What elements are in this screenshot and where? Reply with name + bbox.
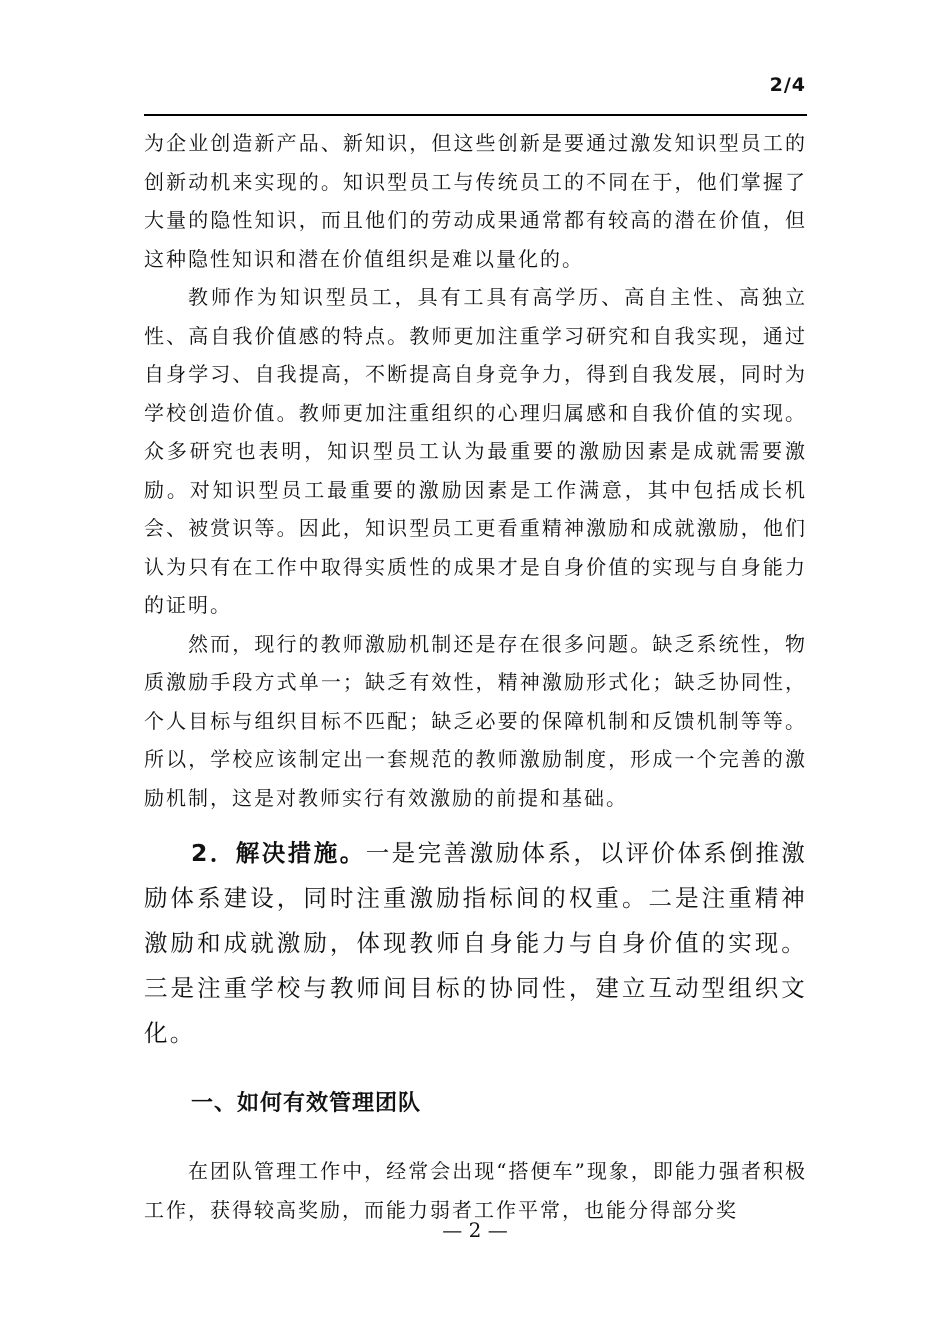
paragraph-3: 然而，现行的教师激励机制还是存在很多问题。缺乏系统性，物质激励手段方式单一；缺乏有效性，精神激励形式化；缺乏协同性，个人目标与组织目标不匹配；缺乏必要的保障机制和反馈机制等等。所以，学校应该制定出一套规范的教师激励制度，形成一个完善的激励机制，这是对教师实行有效激励的前提和基础。 xyxy=(144,631,807,810)
measures-body: 一是完善激励体系，以评价体系倒推激励体系建设，同时注重激励指标间的权重。二是注重精神激励和成就激励，体现教师自身能力与自身价值的实现。三是注重学校与教师间目标的协同性，建立互动型组织文化。 xyxy=(144,839,807,1047)
measures-lead: 2．解决措施。 xyxy=(191,839,366,867)
section-heading: 一、如何有效管理团队 xyxy=(191,1091,422,1116)
page-counter: 2/4 xyxy=(769,74,806,96)
section-paragraph-1: 在团队管理工作中，经常会出现“搭便车”现象，即能力强者积极工作，获得较高奖励，而能力弱者工作平常，也能分得部分奖 xyxy=(144,1159,807,1222)
document-body xyxy=(144,124,807,1229)
paragraph-1: 为企业创造新产品、新知识，但这些创新是要通过激发知识型员工的创新动机来实现的。知识型员工与传统员工的不同在于，他们掌握了大量的隐性知识，而且他们的劳动成果通常都有较高的潜在价值，但这种隐性知识和潜在价值组织是难以量化的。 xyxy=(144,131,807,271)
header-divider xyxy=(144,114,807,116)
page-number: — 2 — xyxy=(442,1218,508,1242)
measures-paragraph xyxy=(144,831,807,1056)
paragraph-2: 教师作为知识型员工，具有工具有高学历、高自主性、高独立性、高自我价值感的特点。教师更加注重学习研究和自我实现，通过自身学习、自我提高，不断提高自身竞争力，得到自我发展，同时为学校创造价值。教师更加注重组织的心理归属感和自我价值的实现。众多研究也表明，知识型员工认为最重要的激励因素是成就需要激励。对知识型员工最重要的激励因素是工作满意，其中包括成长机会、被赏识等。因此，知识型员工更看重精神激励和成就激励，他们认为只有在工作中取得实质性的成果才是自身价值的实现与自身能力的证明。 xyxy=(144,285,807,617)
